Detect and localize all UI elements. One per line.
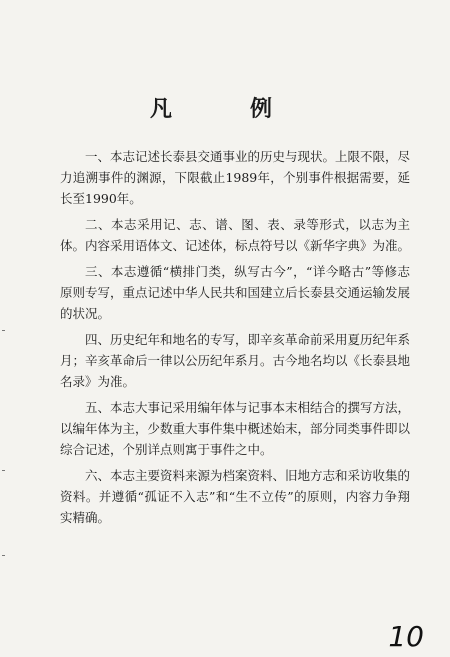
page-title: 凡 例 bbox=[149, 96, 300, 122]
guideline-paragraph-5: 五、本志大事记采用编年体与记事本末相结合的撰写方法，以编年体为主，少数重大事件集中概述始末，部分同类事件即以综合记述，个别详点则寓于事件之中。 bbox=[60, 400, 411, 457]
guideline-paragraph-2: 二、本志采用记、志、谱、图、表、录等形式，以志为主体。内容采用语体文、记述体，标点符号以《新华字典》为准。 bbox=[60, 217, 411, 253]
guideline-paragraph-6: 六、本志主要资料来源为档案资料、旧地方志和采访收集的资料。并遵循“孤证不入志”和“生不立传”的原则，内容力争翔实精确。 bbox=[60, 468, 411, 525]
guideline-paragraph-1: 一、本志记述长泰县交通事业的历史与现状。上限不限，尽力追溯事件的渊源，下限截止1989年，个别事件根据需要，延长至1990年。 bbox=[60, 149, 411, 206]
page-number: 10 bbox=[388, 620, 424, 653]
guidelines-body bbox=[60, 146, 410, 533]
guideline-paragraph-4: 四、历史纪年和地名的专写，即辛亥革命前采用夏历纪年系月；辛亥革命后一律以公历纪年系月。古今地名均以《长泰县地名录》为准。 bbox=[60, 332, 411, 389]
guideline-paragraph-3: 三、本志遵循“横排门类，纵写古今”，“详今略古”等修志原则专写，重点记述中华人民共和国建立后长泰县交通运输发展的状况。 bbox=[60, 264, 411, 321]
